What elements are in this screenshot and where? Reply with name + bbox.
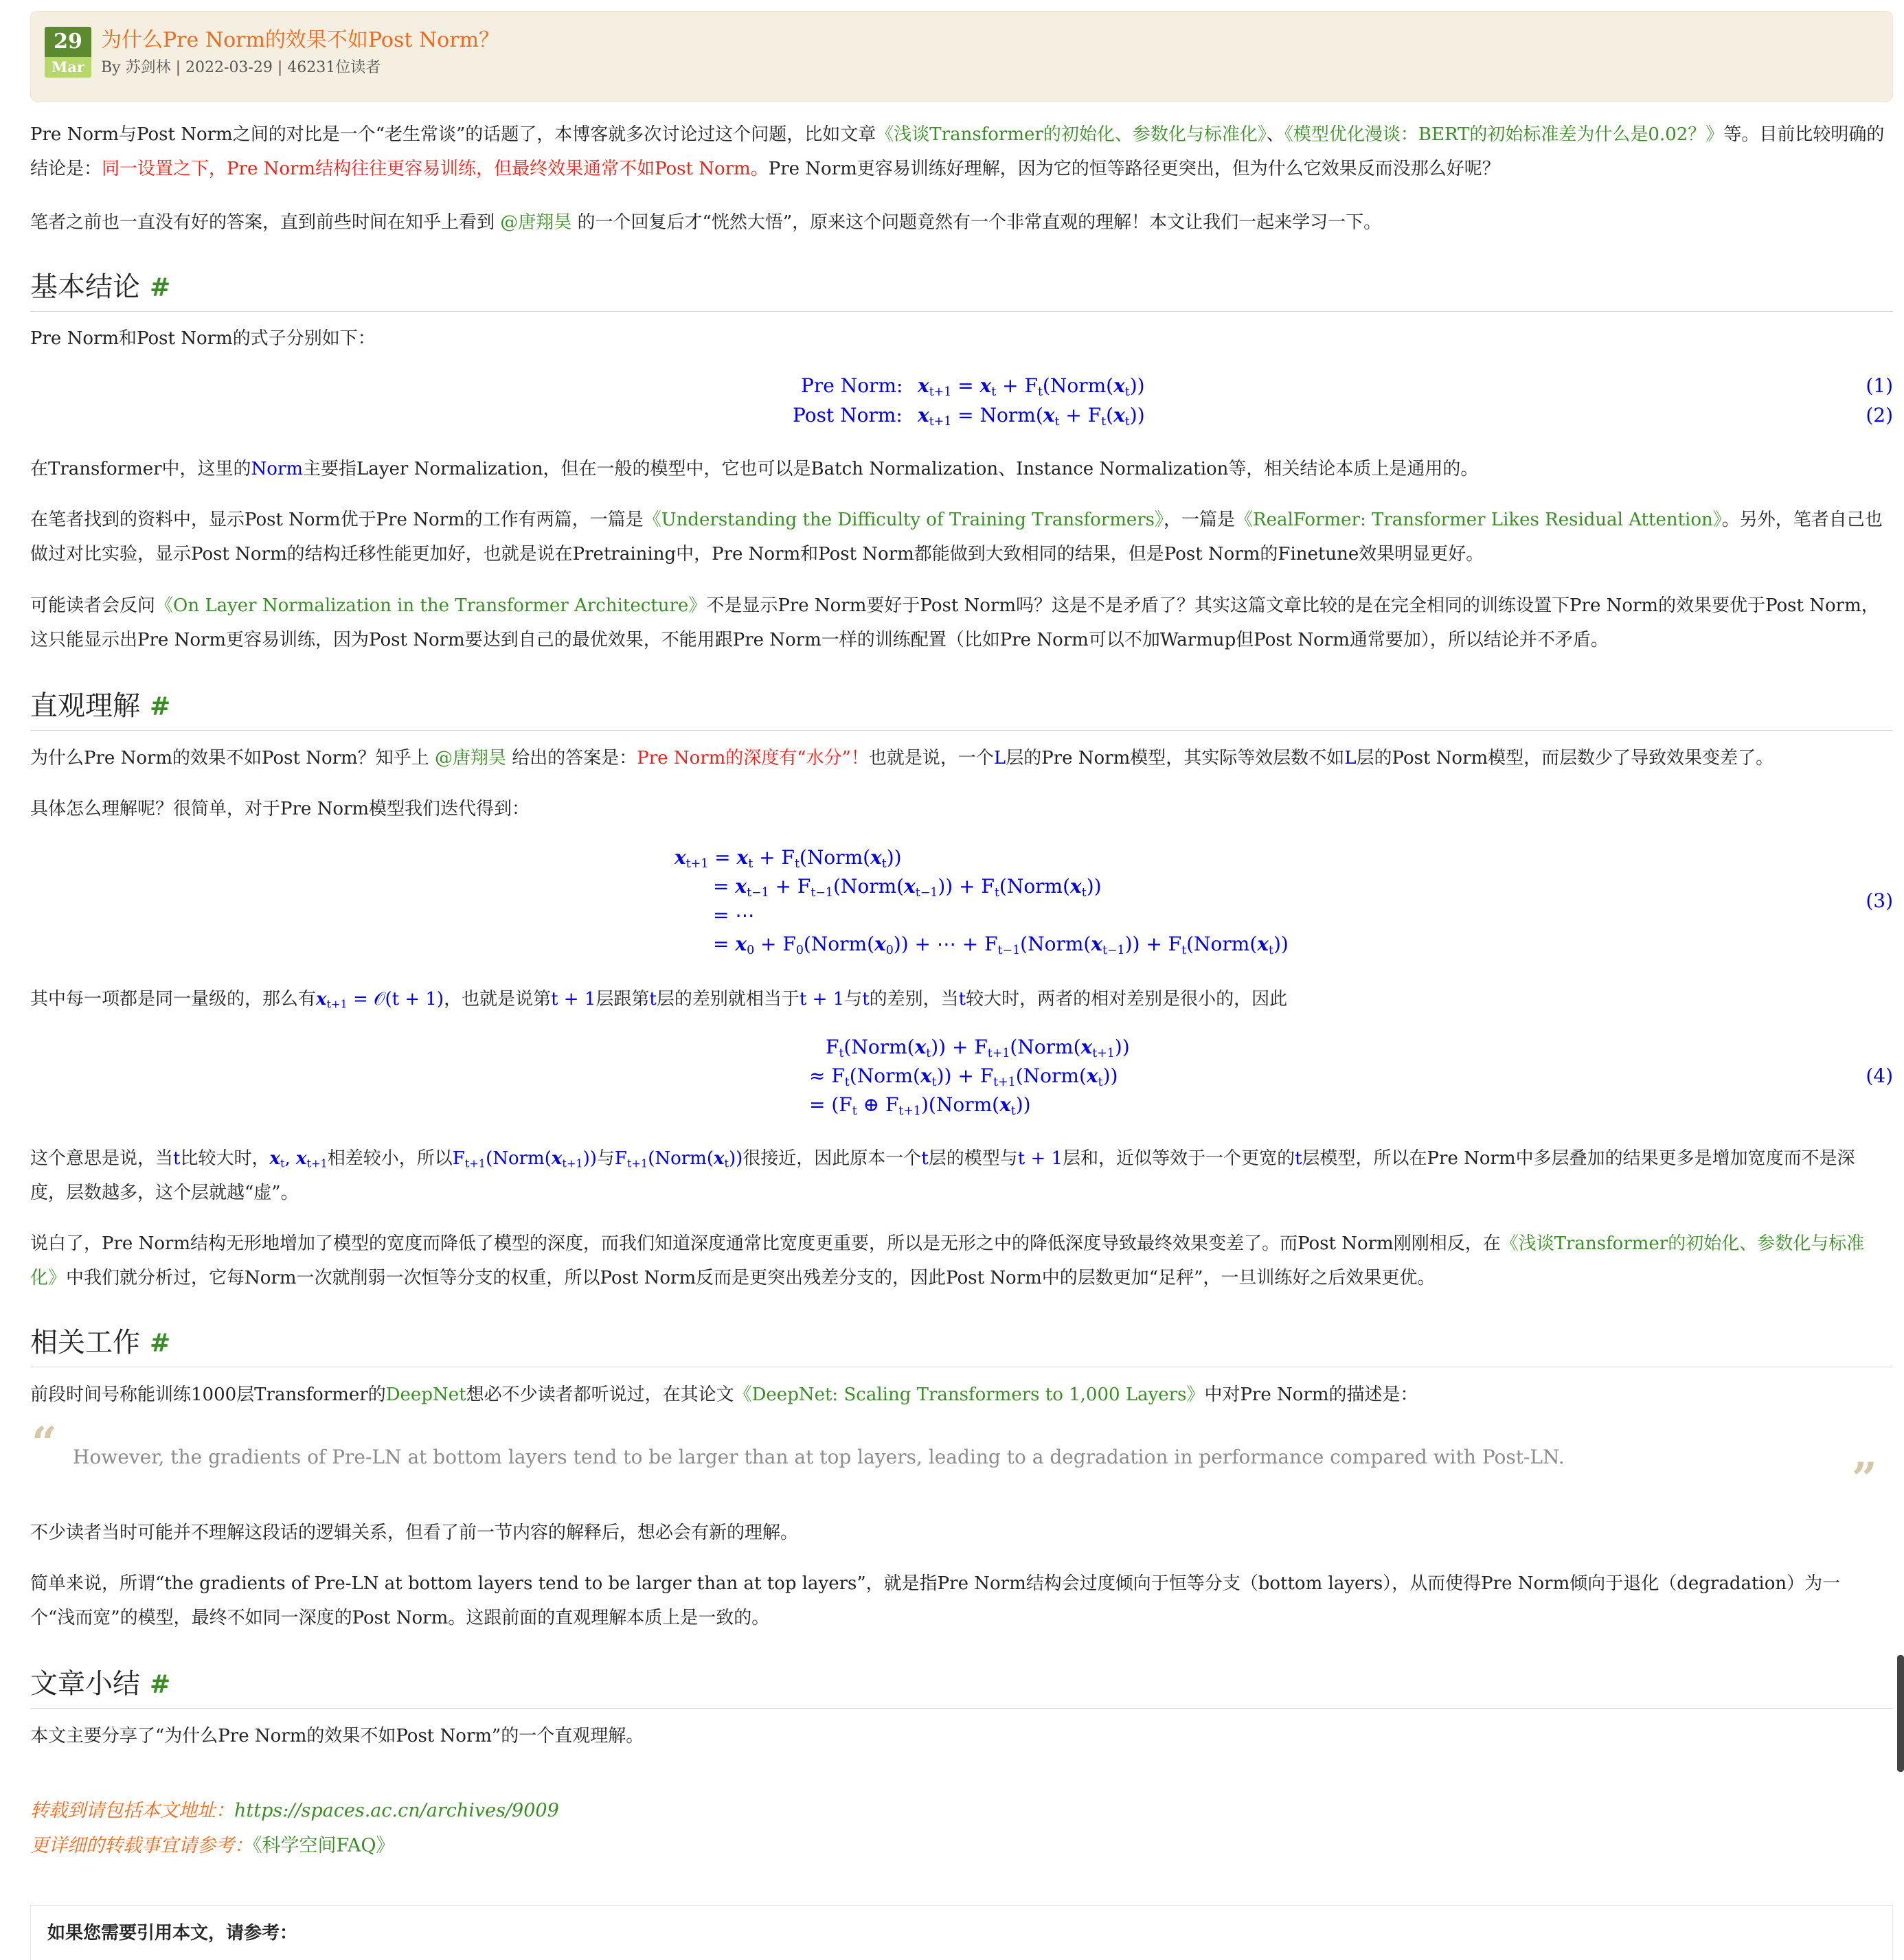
sec1-paragraph-1: Pre Norm和Post Norm的式子分别如下：: [30, 328, 376, 349]
faq-link[interactable]: 《科学空间FAQ》: [253, 1835, 395, 1856]
equation-2-body: $x_{t+1}$ = $Norm(x_t + F_t(x_t))$: [918, 404, 1145, 429]
link-realformer[interactable]: 《RealFormer: Transformer Likes Residual Attention》: [1235, 510, 1722, 530]
sec2-text: 为什么Pre Norm的效果不如Post Norm？知乎上: [30, 748, 435, 768]
sec2-text: 这个意思是说，当: [30, 1148, 174, 1169]
intro-highlight: 同一设置之下，Pre Norm结构往往更容易训练，但最终效果通常不如Post Norm。: [102, 159, 769, 179]
faq-notice: [30, 1831, 395, 1861]
sec2-text: 层模型，所以在Pre Norm中多层叠加的结果更多是增加宽度而不是深度，层数越多，这个层就越“虚”。: [30, 1148, 1855, 1203]
section-heading-summary: [30, 1663, 1893, 1709]
post-author: By 苏剑林: [101, 59, 171, 76]
math-L: L: [993, 748, 1006, 768]
equation-label: Post Norm:: [793, 404, 903, 426]
sec2-text: 也就是说，一个: [868, 748, 994, 768]
section-title: 文章小结: [30, 1668, 140, 1700]
sec2-text: 层的Pre Norm模型，其实际等效层数不如: [1006, 748, 1345, 768]
sec2-text: 层的Post Norm模型，而层数少了导致效果变差了。: [1356, 748, 1774, 768]
date-day-badge: 29: [45, 27, 91, 57]
sec1-text: 不是显示Pre Norm要好于Post Norm吗？这是不是矛盾了？其实这篇文章比较的是在完全相同的训练设置下Pre Norm的效果要优于Post Norm，这只能显示出Pre Norm更容易训练，因为Post Norm要达到自己的最优效果，不能用跟Pre Norm一样的训练配置（比如Pre Norm可以不加Warmup但Post Norm通常要加），所以结论并不矛盾。: [30, 595, 1879, 650]
equation-4-number: (4): [1866, 1064, 1893, 1087]
sec2-paragraph-5: [30, 1227, 1885, 1295]
sec2-text: 给出的答案是：: [506, 748, 637, 768]
math-L: L: [1344, 748, 1357, 768]
link-transformer-init[interactable]: 《浅谈Transformer的初始化、参数化与标准化》: [876, 124, 1267, 145]
intro-paragraph-2: [30, 205, 1885, 240]
sec2-text: 说白了，Pre Norm结构无形地增加了模型的宽度而降低了模型的深度，而我们知道深度通常比宽度更重要，所以是无形之中的降低深度导致最终效果变差了。而Post Norm刚刚相反，在: [30, 1233, 1501, 1254]
sec4-paragraph-1: 本文主要分享了“为什么Pre Norm的效果不如Post Norm”的一个直观理解。: [30, 1726, 644, 1746]
sec1-paragraph-3: [30, 503, 1885, 571]
section-heading-intuitive: [30, 685, 1893, 731]
sec2-text: 比较大时，: [180, 1148, 270, 1169]
sec1-text: 。另外，笔者自己也做过对比实验，显示Post Norm的结构迁移性能更加好，也就是说在Pretraining中，Pre Norm和Post Norm都能做到大致相同的结果，但是Post Norm的Finetune效果明显更好。: [30, 510, 1883, 565]
sec2-text: 较大时，两者的相对差别是很小的，因此: [966, 989, 1288, 1010]
sec2-paragraph-3: 其中每一项都是同一量级的，那么有$x_{t+1}$ = 𝒪(t + 1)，也就是说第t + 1层跟第t层的差别就相当于t + 1与t的差别，当t较大时，两者的相对差别是很小的，因此: [30, 989, 1288, 1011]
citation-title: 如果您需要引用本文，请参考：: [47, 1923, 298, 1944]
equation-2-number: (2): [1866, 404, 1893, 426]
sec1-text: ，一篇是: [1164, 510, 1236, 530]
equation-1: [801, 372, 903, 400]
post-readers: 46231位读者: [287, 59, 381, 76]
intro-text: 等。目前比较明确的结论是：: [30, 124, 1885, 179]
sec3-paragraph-2: 不少读者当时可能并不理解这段话的逻辑关系，但看了前一节内容的解释后，想必会有新的理解。: [30, 1523, 799, 1543]
blockquote-text: However, the gradients of Pre-LN at bottom layers tend to be larger than at top layers, leading to a degradation in performance compared with Post-LN.: [73, 1446, 1565, 1468]
sec2-paragraph-4: 这个意思是说，当t比较大时，$x_t$, $x_{t+1}$相差较小，所以$F_{t+1}(Norm(x_{t+1}))$与$F_{t+1}(Norm(x_t))$很接近，因此原本一个t层的模型与t + 1层和，近似等效于一个更宽的t层模型，所以在Pre Norm中多层叠加的结果更多是增加宽度而不是深度，层数越多，这个层就越“虚”。: [30, 1148, 1855, 1203]
post-meta: [101, 57, 381, 79]
link-transformer-init[interactable]: 《浅谈Transformer的初始化、参数化与标准化》: [30, 1233, 1865, 1288]
sec2-text: 与: [844, 989, 863, 1010]
citation-box: [30, 1905, 1893, 1960]
post-date: 2022-03-29: [185, 59, 273, 76]
intro-text: 的一个回复后才“恍然大悟”，原来这个问题竟然有一个非常直观的理解！本文让我们一起来学习一下。: [571, 212, 1382, 233]
equation-3-number: (3): [1866, 889, 1893, 912]
sec2-text: 与: [596, 1148, 615, 1169]
equation-4-line-3: = ($F_t$ ⊕ $F_{t+1})(Norm(x_t))$: [809, 1093, 1031, 1118]
sec1-text: 在笔者找到的资料中，显示Post Norm优于Pre Norm的工作有两篇，一篇是: [30, 510, 644, 530]
link-deepnet[interactable]: DeepNet: [385, 1384, 466, 1405]
section-title: 相关工作: [30, 1327, 140, 1358]
equation-3-line-2: = $x_{t-1}$ + $F_{t-1}(Norm(x_{t-1}))$ + $F_t(Norm(x_t))$: [713, 875, 1102, 900]
sec2-paragraph-2: 具体怎么理解呢？很简单，对于Pre Norm模型我们迭代得到：: [30, 799, 530, 819]
repost-url-link[interactable]: https://spaces.ac.cn/archives/9009: [234, 1800, 559, 1821]
link-on-layer-normalization[interactable]: 《On Layer Normalization in the Transformer Architecture》: [155, 595, 707, 616]
sec2-text: 的差别，当: [869, 989, 959, 1010]
sec1-text: 可能读者会反问: [30, 595, 156, 616]
section-heading-related-work: [30, 1322, 1893, 1367]
sec2-text: 层的模型与: [928, 1148, 1018, 1169]
repost-notice: [30, 1796, 559, 1826]
sec1-text: 在Transformer中，这里的: [30, 459, 251, 479]
section-title: 基本结论: [30, 271, 140, 303]
sec1-text: 主要指Layer Normalization，但在一般的模型中，它也可以是Batch Normalization、Instance Normalization等，相关结论本质上是通用的。: [303, 459, 1479, 479]
sec3-text: 中对Pre Norm的描述是：: [1204, 1384, 1418, 1405]
sec2-text: 其中每一项都是同一量级的，那么有: [30, 989, 317, 1010]
equation-1-body: $x_{t+1} = x_t$ + $F_t(Norm(x_t))$: [918, 374, 1145, 399]
sec2-highlight: Pre Norm的深度有“水分”！: [637, 748, 869, 768]
section-heading-basic-conclusion: [30, 266, 1893, 312]
intro-paragraph-1: [30, 117, 1885, 186]
sec3-paragraph-1: [30, 1378, 1885, 1412]
link-bert-init-std[interactable]: 《模型优化漫谈：BERT的初始标准差为什么是0.02？》: [1284, 124, 1724, 145]
sec2-text: 层的差别就相当于: [656, 989, 800, 1010]
equation-label: Pre Norm:: [801, 374, 903, 397]
open-quote-icon: “: [32, 1417, 57, 1469]
link-zhihu-user[interactable]: @唐翔昊: [434, 748, 506, 768]
faq-label: 更详细的转载事宜请参考：: [30, 1835, 253, 1856]
repost-label: 转载到请包括本文地址：: [30, 1800, 234, 1821]
section-anchor-link[interactable]: #: [150, 273, 171, 302]
sec3-paragraph-3: 简单来说，所谓“the gradients of Pre-LN at bottom layers tend to be larger than at top layers”，就是指Pre Norm结构会过度倾向于恒等分支（bottom layers），从而使得Pre Norm倾向于退化（degradation）为一个“浅而宽”的模型，最终不如同一深度的Post Norm。这跟前面的直观理解本质上是一致的。: [30, 1573, 1841, 1628]
intro-text: Pre Norm更容易训练好理解，因为它的恒等路径更突出，但为什么它效果反而没那么好呢？: [768, 159, 1500, 179]
link-understanding-difficulty[interactable]: 《Understanding the Difficulty of Training Transformers》: [643, 510, 1164, 530]
sec3-text: 前段时间号称能训练1000层Transformer的: [30, 1384, 386, 1405]
intro-text: Pre Norm与Post Norm之间的对比是一个“老生常谈”的话题了，本博客就多次讨论过这个问题，比如文章: [30, 124, 876, 145]
equation-4-line-1: $F_t(Norm(x_t))$ + $F_{t+1}(Norm(x_{t+1}))$: [826, 1036, 1130, 1060]
post-title-link[interactable]: 为什么Pre Norm的效果不如Post Norm？: [101, 28, 500, 52]
section-title: 直观理解: [30, 690, 140, 722]
link-deepnet-paper[interactable]: 《DeepNet: Scaling Transformers to 1,000 Layers》: [734, 1384, 1205, 1405]
sec2-text: 层和，近似等效于一个更宽的: [1063, 1148, 1295, 1169]
sec2-text: 很接近，因此原本一个: [743, 1148, 922, 1169]
sec2-text: ，也就是说第: [444, 989, 552, 1010]
section-anchor-link[interactable]: #: [150, 1329, 171, 1358]
equation-4-line-2: ≈ $F_t(Norm(x_t))$ + $F_{t+1}(Norm(x_t))$: [809, 1064, 1118, 1089]
close-quote-icon: ”: [1852, 1453, 1877, 1505]
equation-3-line-1: $x_{t+1} = x_t$ + $F_t(Norm(x_t))$: [675, 846, 902, 871]
sec2-paragraph-1: [30, 741, 1885, 775]
sec2-text: 层跟第: [596, 989, 650, 1010]
section-anchor-link[interactable]: #: [150, 1670, 171, 1699]
intro-text: 笔者之前也一直没有好的答案，直到前些时间在知乎上看到: [30, 212, 501, 233]
date-month-badge: Mar: [45, 57, 91, 78]
equation-3-line-4: = $x_0$ + $F_0(Norm(x_0))$ + ⋯ + $F_{t-1}(Norm(x_{t-1}))$ + $F_t(Norm(x_t))$: [713, 933, 1289, 957]
meta-separator: |: [175, 59, 181, 76]
sec3-text: 想必不少读者都听说过，在其论文: [466, 1384, 734, 1405]
equation-3-line-3: = ⋯: [713, 904, 755, 926]
sec1-paragraph-4: [30, 589, 1885, 657]
sec1-paragraph-2: [30, 452, 1885, 486]
link-zhihu-user[interactable]: @唐翔昊: [500, 212, 572, 233]
post-header: [30, 11, 1893, 102]
equation-1-number: (1): [1866, 374, 1893, 397]
meta-separator: |: [277, 59, 283, 76]
sec2-text: 相差较小，所以: [327, 1148, 453, 1169]
math-norm: Norm: [251, 459, 304, 479]
equation-2: [793, 401, 903, 430]
section-anchor-link[interactable]: #: [150, 692, 171, 721]
sec2-text: 中我们就分析过，它每Norm一次就削弱一次恒等分支的权重，所以Post Norm反而是更突出残差分支的，因此Post Norm中的层数更加“足秤”，一旦训练好之后效果更优。: [66, 1268, 1436, 1288]
scrollbar-thumb[interactable]: [1897, 1655, 1904, 1772]
intro-text: 、: [1266, 124, 1284, 145]
